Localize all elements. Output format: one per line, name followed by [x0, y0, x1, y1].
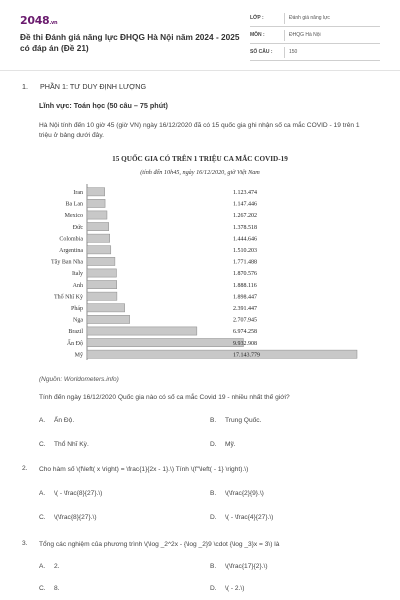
question-2-option-a[interactable]	[39, 490, 102, 497]
intro-text: Hà Nội tính đến 10 giờ 45 (giờ VN) ngày 16/12/2020 đã có 15 quốc gia ghi nhận số ca mắc COVID - 19 trên 1 triệu ở bảng dưới đây.	[39, 122, 360, 139]
value-label: 1.771.488	[233, 259, 257, 266]
category-label: Tây Ban Nha	[51, 259, 83, 266]
value-label: 2.391.447	[233, 306, 257, 312]
option-label: C.	[39, 585, 46, 592]
question-3-option-c[interactable]	[39, 585, 60, 592]
value-label: 1.147.446	[233, 201, 257, 208]
question-1-option-c[interactable]	[39, 441, 89, 448]
option-label: A.	[39, 563, 46, 570]
meta-row-subject	[250, 27, 380, 44]
bar	[87, 304, 125, 312]
bar	[87, 234, 110, 242]
bar	[87, 281, 117, 289]
bar	[87, 269, 116, 277]
document-title: Đề thi Đánh giá năng lực ĐHQG Hà Nội năm 2024 - 2025 có đáp án (Đề 21)	[20, 32, 240, 53]
question-3-number: 3.	[22, 540, 28, 547]
question-1-option-d[interactable]	[210, 441, 236, 448]
site-logo[interactable]	[20, 14, 57, 27]
meta-divider	[284, 13, 285, 24]
bar	[87, 292, 117, 300]
option-label: C.	[39, 441, 46, 448]
category-label: Đức	[72, 224, 83, 231]
category-label: Italy	[72, 271, 83, 278]
question-3-text: Tổng các nghiệm của phương trình \(\log _2^2x - {\log _2}9 \cdot {\log _3}x = 3\) là	[39, 541, 280, 548]
value-label: 1.267.202	[233, 213, 257, 220]
question-2-option-b[interactable]	[210, 490, 264, 497]
value-label: 1.888.116	[233, 282, 257, 289]
meta-key: LỚP :	[250, 15, 264, 21]
question-3-option-d[interactable]	[210, 585, 244, 592]
covid-chart	[40, 150, 360, 368]
category-label: Nga	[73, 317, 83, 324]
option-text: \(\frac{2}{9}.\)	[225, 490, 264, 497]
logo-main: 2048	[20, 14, 50, 27]
bar	[87, 211, 107, 219]
option-text: Ấn Độ.	[54, 417, 75, 424]
value-label: 1.510.203	[233, 248, 257, 254]
question-2-text: Cho hàm số \(f\left( x \right) = \frac{1}{2x - 1}.\) Tính \(f''\left( - 1} \right).\)	[39, 466, 249, 473]
question-2-option-d[interactable]	[210, 514, 273, 521]
option-text: \( - \frac{4}{27}.\)	[225, 514, 274, 521]
option-label: D.	[210, 441, 217, 448]
part-title: PHẦN 1: TƯ DUY ĐỊNH LƯỢNG	[40, 82, 147, 91]
option-label: B.	[210, 490, 217, 497]
category-label: Ấn Độ	[66, 340, 83, 347]
option-label: C.	[39, 514, 46, 521]
part-heading	[22, 82, 146, 91]
option-label: D.	[210, 514, 217, 521]
bar	[87, 257, 115, 265]
question-1-option-b[interactable]	[210, 417, 261, 424]
category-label: Brazil	[68, 329, 83, 336]
value-label: 2.707.945	[233, 317, 257, 324]
bar	[87, 339, 243, 347]
value-label: 1.898.447	[233, 294, 257, 301]
value-label: 1.378.518	[233, 224, 257, 231]
bar	[87, 199, 105, 207]
chart-subtitle: (tính đến 10h45, ngày 16/12/2020, giờ Việt Nam	[140, 169, 260, 176]
category-label: Colombia	[59, 236, 83, 243]
option-text: \( - \frac{8}{27}.\)	[54, 490, 103, 497]
value-label: 17.143.779	[233, 352, 260, 359]
option-text: \(\frac{17}{2}.\)	[225, 563, 268, 570]
logo-tld: .vn	[49, 20, 58, 26]
chart-svg	[40, 150, 360, 368]
option-label: B.	[210, 563, 217, 570]
question-2-number: 2.	[22, 465, 28, 472]
bar	[87, 188, 105, 196]
value-label: 1.123.474	[233, 190, 257, 196]
option-text: 8.	[54, 585, 60, 592]
value-label: 6.974.258	[233, 329, 257, 336]
page-header	[0, 0, 400, 72]
meta-value: 150	[289, 49, 298, 55]
meta-value: Đánh giá năng lực	[289, 15, 330, 21]
subject-heading: Lĩnh vực: Toán học (50 câu – 75 phút)	[39, 101, 168, 110]
document-meta	[250, 10, 380, 61]
meta-row-count	[250, 44, 380, 61]
bar	[87, 350, 357, 358]
meta-row-class	[250, 10, 380, 27]
chart-bars	[51, 184, 357, 360]
bar	[87, 223, 109, 231]
question-1-option-a[interactable]	[39, 417, 74, 424]
category-label: Iran	[73, 190, 83, 196]
option-label: D.	[210, 585, 217, 592]
option-text: 2.	[54, 563, 60, 570]
value-label: 1.444.646	[233, 236, 257, 243]
header-divider	[0, 70, 400, 71]
bar	[87, 315, 130, 323]
option-label: B.	[210, 417, 217, 424]
option-text: Trung Quốc.	[225, 417, 262, 424]
meta-divider	[284, 30, 285, 41]
category-label: Ba Lan	[65, 201, 83, 208]
option-text: Thổ Nhĩ Kỳ.	[54, 441, 89, 448]
option-label: A.	[39, 417, 46, 424]
category-label: Anh	[72, 282, 83, 289]
option-text: Mỹ.	[225, 441, 236, 448]
chart-title: 15 QUỐC GIA CÓ TRÊN 1 TRIỆU CA MẮC COVID-19	[112, 155, 288, 163]
value-label: 1.870.576	[233, 271, 257, 278]
chart-source: (Nguồn: Worldometers.info)	[39, 376, 119, 383]
value-label: 9.932.908	[233, 340, 257, 347]
question-2-option-c[interactable]	[39, 514, 97, 521]
option-text: \( - 2.\)	[225, 585, 245, 592]
meta-key: MÔN :	[250, 32, 265, 38]
category-label: Mỹ	[74, 352, 83, 359]
bar	[87, 327, 197, 335]
meta-divider	[284, 47, 285, 58]
category-label: Thổ Nhĩ Kỳ	[54, 294, 83, 301]
category-label: Mexico	[64, 213, 83, 220]
question-3-option-b[interactable]	[210, 563, 268, 570]
category-label: Pháp	[71, 306, 83, 312]
question-1-text: Tính đến ngày 16/12/2020 Quốc gia nào có số ca mắc Covid 19 - nhiều nhất thế giới?	[39, 394, 290, 401]
option-label: A.	[39, 490, 46, 497]
meta-value: ĐHQG Hà Nội	[289, 32, 321, 38]
meta-key: SỐ CÂU :	[250, 49, 273, 55]
part-number: 1.	[22, 82, 28, 91]
question-3-option-a[interactable]	[39, 563, 60, 570]
option-text: \(\frac{8}{27}.\)	[54, 514, 97, 521]
category-label: Argentina	[59, 248, 83, 254]
bar	[87, 246, 111, 254]
